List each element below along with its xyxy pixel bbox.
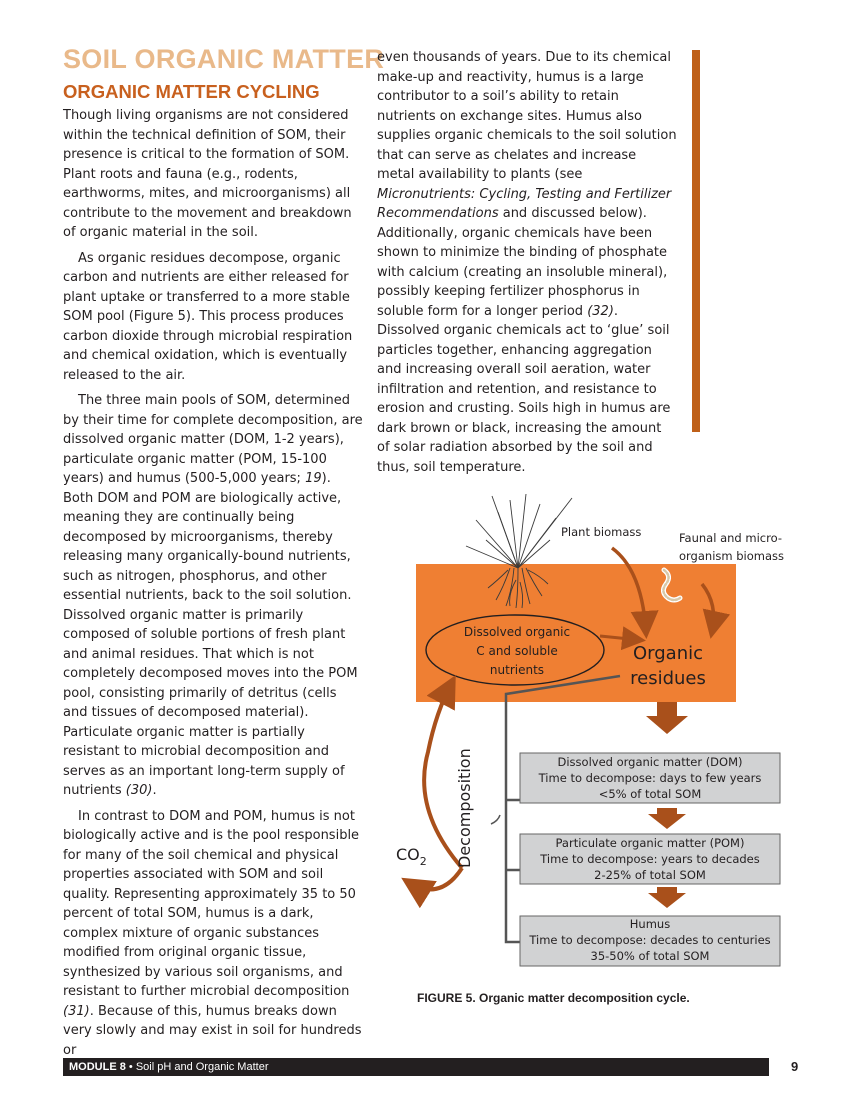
paragraph: As organic residues decompose, organic carbon and nutrients are either released for plant uptake or transferred to a more stable SOM pool (Figure 5). This process produces carbon dioxide through microbial respiration and chemical oxidation, which is eventually released to the air. <box>63 250 353 383</box>
footer-bullet: • <box>125 1061 136 1073</box>
citation: (32) <box>587 303 614 319</box>
dom-label: <5% of total SOM <box>598 787 702 801</box>
decomposition-diagram <box>380 490 800 990</box>
paragraph: The three main pools of SOM, determined by their time for complete decomposition, are dissolved organic matter (DOM, 1-2 years), particulate organic matter (POM, 15-100 years) and humus (500-5,000 years; 19). Both DOM and POM are biologically active, meaning they are continually being decomposed by microorganisms, thereby releasing many organically-bound nutrients, such as nitrogen, phosphorus, and other essential nutrients, back to the soil solution. Dissolved organic matter is primarily composed of soluble portions of fresh plant and animal residues. That which is not completely decomposed moves into the POM pool, consisting primarily of detritus (cells and tissues of decomposed material). Particulate organic matter is partially resistant to microbial decomposition and serves as an important long-term supply of nutrients (30). <box>63 393 363 798</box>
organic-residues-label: Organic <box>632 643 704 664</box>
text-column-left <box>63 106 363 1060</box>
dissolved-pool-label: Dissolved organic <box>463 625 571 639</box>
faunal-biomass-label: Faunal and micro- <box>679 531 782 545</box>
pom-label: Particulate organic matter (POM) <box>555 836 745 850</box>
page-number: 9 <box>791 1059 799 1074</box>
co2-release-arrow <box>408 868 462 889</box>
humus-label: Time to decompose: decades to centuries <box>529 933 771 947</box>
humus-label: Humus <box>629 917 671 931</box>
page-title: SOIL ORGANIC MATTER <box>63 44 385 74</box>
citation: (30) <box>125 783 153 798</box>
sidebar-accent-bar <box>692 50 700 432</box>
dom-label: Dissolved organic matter (DOM) <box>557 755 743 769</box>
residues-down-arrow <box>646 702 688 734</box>
paragraph: In contrast to DOM and POM, humus is not biologically active and is the pool responsible for many of the soil chemical and physical properties associated with SOM and soil quality. Representing approximately 35 to 50 percent of total SOM, humus is a dark, complex mixture of organic substances modified from original organic tissue, synthesized by various soil organisms, and resistant to further microbial decomposition (31). Because of this, humus breaks down very slowly and may exist in soil for hundreds or <box>63 808 362 1058</box>
plant-biomass-label: Plant biomass <box>561 525 642 539</box>
co2-label: $CO_2$ <box>396 845 427 868</box>
humus-label: 35-50% of total SOM <box>590 949 710 963</box>
cross-reference: Micronutrients: Cycling, Testing and Fertilizer Recommendations <box>377 186 672 221</box>
pom-to-humus-arrow <box>648 887 686 908</box>
citation: 19 <box>305 471 322 486</box>
pool-bracket <box>506 676 620 942</box>
organic-residues-label: residues <box>630 668 706 689</box>
pom-label: Time to decompose: years to decades <box>540 852 760 866</box>
paragraph: even thousands of years. Due to its chemical make-up and reactivity, humus is a large contributor to a soil’s ability to retain nutrients on exchange sites. Humus also supplies organic chemicals to the soil solution that can serve as chelates and increase metal availability to plants (see Micronutrients: Cycling, Testing and Fertilizer Recommendations and discussed below). Additionally, organic chemicals have been shown to minimize the binding of phosphate with calcium (creating an insoluble mineral), possibly keeping fertilizer phosphorus in soluble form for a longer period (32). Dissolved organic chemicals act to ‘glue’ soil particles together, enhancing aggregation and increasing overall soil aeration, water infiltration and retention, and resistance to erosion and crusting. Soils high in humus are dark brown or black, increasing the amount of solar radiation absorbed by the soil and thus, soil temperature. <box>377 50 677 475</box>
footer-bar <box>63 1058 769 1076</box>
section-heading: ORGANIC MATTER CYCLING <box>63 81 320 102</box>
text-column-right <box>377 48 677 477</box>
dissolved-pool-label: C and soluble <box>476 644 558 658</box>
decomposition-figure <box>380 490 800 990</box>
dissolved-pool-label: nutrients <box>489 663 545 677</box>
paragraph: Though living organisms are not considered within the technical definition of SOM, their presence is critical to the formation of SOM. Plant roots and fauna (e.g., rodents, earthworms, mites, and microorganisms) all contribute to the movement and breakdown of organic material in the soil. <box>63 108 352 240</box>
pom-label: 2-25% of total SOM <box>594 868 706 882</box>
citation: (31) <box>63 1003 90 1019</box>
figure-caption: FIGURE 5. Organic matter decomposition cycle. <box>417 991 690 1005</box>
module-label: MODULE 8 <box>69 1061 126 1073</box>
module-title: Soil pH and Organic Matter <box>135 1061 269 1073</box>
decomposition-label: Decomposition <box>455 748 474 868</box>
dom-label: Time to decompose: days to few years <box>538 771 762 785</box>
faunal-biomass-label: organism biomass <box>679 549 785 563</box>
dom-to-pom-arrow <box>648 808 686 829</box>
